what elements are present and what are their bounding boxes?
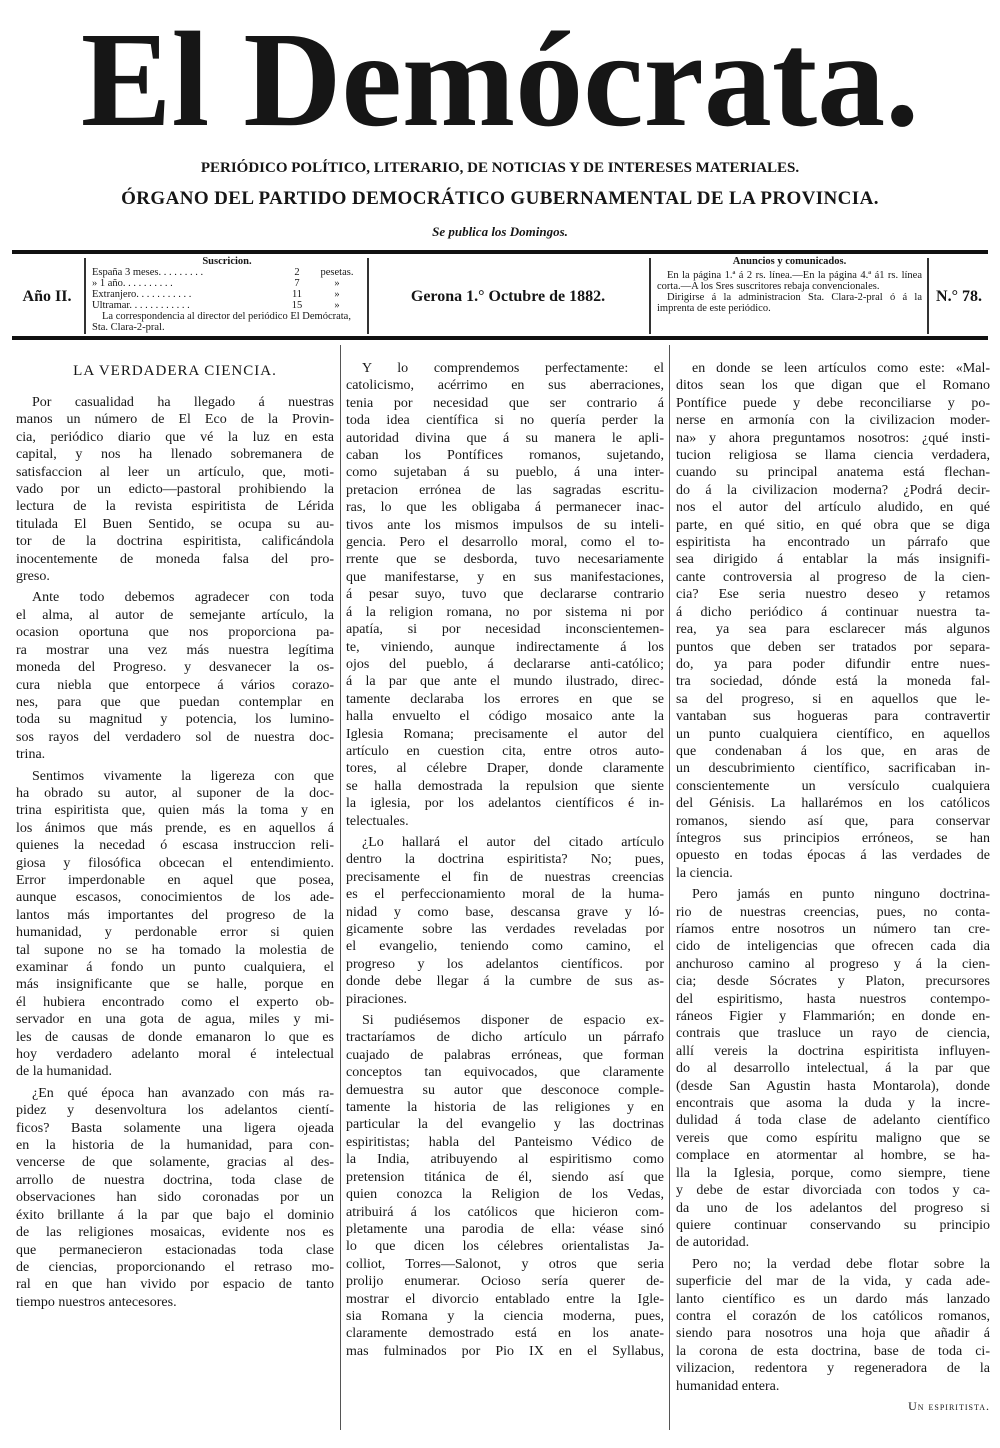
text-line: humanidad entera.	[676, 1378, 780, 1394]
paragraph	[346, 834, 664, 1008]
text-line: sos rayos del verdadero sol de nuestra doc-	[16, 729, 334, 745]
text-line: catolicismo, acérrimo en sus aberraciones,	[346, 378, 664, 394]
article-column-3	[676, 360, 990, 1414]
ads-title: Anuncios y comunicados.	[732, 256, 847, 267]
text-line: contra el corazón de los católicos romanos,	[676, 1308, 990, 1324]
subscription-title: Suscricion.	[202, 256, 252, 267]
subscription-unit: »	[334, 278, 340, 289]
paragraph	[16, 394, 334, 585]
dateline: Gerona 1.° Octubre de 1882.	[410, 288, 606, 305]
text-line: mas fulminados por Pio IX en el Syllabus,	[346, 1343, 664, 1359]
text-line: precisamente el fin de nuestras creencias	[346, 869, 664, 885]
subscription-period: Ultramar. . . . . . . . . . . .	[92, 300, 190, 311]
text-line: pidez y desenvoltura los adelantos cientí-	[16, 1103, 334, 1119]
text-line: da uno de los adelantos del progreso si	[676, 1200, 990, 1216]
text-line: de la humanidad.	[16, 1064, 113, 1080]
divider	[649, 258, 651, 334]
text-line: Por casualidad ha llegado á nuestras	[32, 395, 334, 410]
text-line: cia; desde Sócrates y Platon, precursores	[676, 974, 990, 990]
text-line: inocentemente de moneda falsa del pro-	[16, 551, 334, 567]
text-line: tamente la historia de las religiones y en	[346, 1100, 664, 1116]
text-line: el evangelio, teniendo como camino, el	[346, 939, 664, 955]
text-line: ráneos Figier y Flammarión; en donde en-	[676, 1009, 990, 1025]
subscription-price: 7	[294, 278, 300, 289]
text-line: rio de nuestras creencias, pues, no conta-	[676, 904, 990, 920]
text-line: ¿Lo hallará el autor del citado artículo	[362, 834, 664, 850]
text-line: conceptos tan equivocados, que claramente	[346, 1065, 664, 1081]
subscription-unit: pesetas.	[320, 267, 354, 278]
paragraph	[16, 589, 334, 763]
text-line: se halla demostrada la repulsion que siente	[346, 778, 664, 794]
text-line: á dicho periódico á continuar nuestra ta-	[676, 604, 990, 620]
article-column-2	[346, 360, 664, 1364]
text-line: ojos del pueblo, á declararse anti-católico;	[346, 656, 664, 672]
text-line: á pesar suyo, tuvo que declararse contrario	[346, 587, 664, 603]
text-line: á la par que ante el mundo ilustrado, direc-	[346, 674, 664, 690]
text-line: éxito brillante á la par que bajo el dominio	[16, 1207, 334, 1223]
info-bar	[12, 256, 988, 336]
text-line: más insignificante que se halle, porque en	[16, 977, 334, 993]
text-line: ditos sean los que digan que el Romano	[676, 378, 990, 394]
text-line: na» y ahora preguntamos nosotros: ¿qué insti-	[676, 430, 990, 446]
text-line: tiempo nuestros antecesores.	[16, 1294, 177, 1310]
subscription-price: 2	[294, 267, 300, 278]
text-line: Pontífice puede y debe reconciliarse y po-	[676, 395, 990, 411]
text-line: cuajado de palabras erróneas, que forman	[346, 1047, 664, 1063]
text-line: opuesto en todas épocas á las verdades de	[676, 848, 990, 864]
text-line: satisfaccion al leer un artículo, que, moti-	[16, 464, 334, 480]
text-line: vencerse de que solamente, gracias al des-	[16, 1155, 334, 1171]
text-line: telectuales.	[346, 813, 409, 829]
text-line: cido de inteligencias que ofrecen cada dia	[676, 939, 990, 955]
text-line: cia, periódico diario que vé la luz en esta	[16, 429, 334, 445]
subscription-period: » 1 año. . . . . . . . . .	[92, 278, 173, 289]
subscription-row	[92, 278, 362, 289]
text-line: lo que dicen los célebres orientalistas Ja-	[346, 1239, 664, 1255]
text-line: Sentimos vivamente la ligereza con que	[32, 768, 334, 784]
text-line: cura niebla que entorpece á vários corazo-	[16, 677, 334, 693]
text-line: Iglesia Romana; precisamente el autor del	[346, 726, 664, 742]
text-line: en la historia de la humanidad, para con-	[16, 1138, 334, 1154]
text-line: donde debe llegar á la cumbre de sus as-	[346, 974, 664, 990]
text-line: complace en atormentar al hombre, se ha-	[676, 1148, 990, 1164]
text-line: romanos, siendo así que, para conservar	[676, 813, 990, 829]
subscription-price: 11	[291, 289, 303, 300]
ads-rates: En la página 1.ª á 2 rs. línea.—En la página 4.ª á1 rs. línea corta.—A los Sres suscritores rebaja convencionales.	[657, 270, 922, 292]
ads-box	[657, 256, 922, 336]
text-line: do al desarrollo intelectual, á la par que	[676, 1061, 990, 1077]
text-line: contrais que trasluce un rayo de ciencia,	[676, 1026, 990, 1042]
masthead	[0, 0, 1000, 160]
text-line: rrente que se desborda, tuvo necesariamente	[346, 552, 664, 568]
text-line: tor de la doctrina espiritista, calificándola	[16, 534, 334, 550]
text-line: allí vereis la doctrina espiritista influyen-	[676, 1043, 990, 1059]
text-line: atribuirá á los católicos que hicieron com-	[346, 1204, 664, 1220]
text-line: que manifestarse, y en sus manifestaciones,	[346, 569, 664, 585]
text-line: nidad y como base, descansa grave y ló-	[346, 904, 664, 920]
text-line: quiere continuar conservando su principio	[676, 1217, 990, 1233]
text-line: encontrais que asoma la duda y la incre-	[676, 1096, 990, 1112]
text-line: do, ya para poder difundir entre nues-	[676, 656, 990, 672]
text-line: (desde San Agustin hasta Montarola), donde	[676, 1078, 990, 1094]
text-line: ha obrado su autor, al suponer de la doc-	[16, 785, 334, 801]
text-line: nes, para que que puedan contemplar en	[16, 694, 334, 710]
subscription-box	[92, 256, 362, 336]
text-line: tamente declaraba los errores en que se	[346, 691, 664, 707]
text-line: dulidad á toda clase de adelanto científico	[676, 1113, 990, 1129]
paragraph	[346, 360, 664, 830]
text-line: humanidad, y perdonable error si quien	[16, 925, 334, 941]
text-line: es el perfeccionamiento moral de la huma-	[346, 887, 664, 903]
text-line: lla la Iglesia, porque, como siempre, tiene	[676, 1165, 990, 1181]
text-line: les de causas de donde emanaron lo que es	[16, 1029, 334, 1045]
paragraph	[16, 1085, 334, 1311]
subscription-period: España 3 meses. . . . . . . . .	[92, 267, 204, 278]
text-line: trina.	[16, 747, 46, 763]
text-line: Si pudiésemos disponer de espacio ex-	[362, 1013, 664, 1029]
text-line: siendo para nosotros una hoja que añadir á	[676, 1326, 990, 1342]
text-line: demuestra su autor que desconoce comple-	[346, 1082, 664, 1098]
publication-schedule: Se publica los Domingos.	[432, 224, 568, 239]
text-line: trina espiritista que, quien más la toma y en	[16, 803, 334, 819]
text-line: Error imperdonable en aquel que posea,	[16, 872, 334, 888]
text-line: tores, al célebre Draper, donde claramente	[346, 761, 664, 777]
text-line: tucion religiosa se llama ciencia verdadera,	[676, 448, 990, 464]
text-line: Pero no; la verdad debe flotar sobre la	[692, 1256, 990, 1272]
text-line: halla envuelto el código mosaico ante la	[346, 709, 664, 725]
text-line: prolijo enumerar. Ocioso sería querer de-	[346, 1274, 664, 1290]
text-line: arrollo de nuestra doctrina, toda clase de	[16, 1172, 334, 1188]
text-line: íntegros sus principios erróneos, se han	[676, 830, 990, 846]
text-line: sia Romana y la ciencia moderna, pues,	[346, 1308, 664, 1324]
party-organ-line: ÓRGANO DEL PARTIDO DEMOCRÁTICO GUBERNAMENTAL DE LA PROVINCIA.	[121, 188, 879, 209]
text-line: claramente demostrado está en los anate-	[346, 1326, 664, 1342]
subscription-unit: »	[334, 300, 340, 311]
text-line: Y lo comprendemos perfectamente: el	[362, 361, 664, 376]
article-signature: Un espiritista.	[908, 1398, 990, 1413]
text-line: mostrar el divorcio entablado entre la Igle-	[346, 1291, 664, 1307]
text-line: moneda del Progreso. y desvanecer la os-	[16, 660, 334, 676]
text-line: en donde se leen artículos como este: «Mal-	[692, 361, 990, 376]
subscription-row	[92, 300, 362, 311]
paragraph	[676, 886, 990, 1252]
text-line: gicamente sobre las verdades reveladas por	[346, 922, 664, 937]
text-line: lectura de la revista espiritista de Lérida	[16, 499, 334, 515]
text-line: espiritista ha encontrado un párrafo que	[676, 535, 990, 551]
text-line: examinar á fondo un punto cualquiera, el	[16, 960, 334, 975]
text-line: tenia por necesidad que ser contrario á	[346, 395, 664, 411]
text-line: él hubiera encontrado como el experto ob-	[16, 994, 334, 1010]
text-line: de las religiones mosaicas, evidente nos es	[16, 1225, 334, 1241]
text-line: gencia. Pero el desarrollo moral, como el to-	[346, 535, 664, 551]
subscription-row	[92, 289, 362, 300]
text-line: vado por un edicto—pastoral prohibiendo la	[16, 482, 334, 498]
text-line: vilizacion, redentora y regeneradora de la	[676, 1361, 990, 1377]
text-line: del espiritismo, hasta nuestros contempo-	[676, 991, 990, 1007]
text-line: como sujetaban á su pueblo, á una inter-	[346, 465, 664, 481]
text-line: capital, y nos ha llenado sobremanera de	[16, 447, 334, 463]
text-line: autoridad divina que á su manera le apli-	[346, 430, 664, 446]
text-line: lanto científico es un dardo más lanzado	[676, 1291, 990, 1307]
column-divider	[669, 345, 670, 1430]
text-line: sa del progreso, si en aquellos que le-	[676, 691, 990, 707]
divider	[84, 258, 86, 334]
newspaper-title: El Demócrata.	[80, 5, 920, 155]
column-divider	[340, 345, 341, 1430]
text-line: te, viniendo, aunque indirectamente á los	[346, 639, 664, 655]
divider	[367, 258, 369, 334]
text-line: ficos? Basta solamente una ligera ojeada	[16, 1120, 334, 1136]
text-line: lantos más importantes del progreso de la	[16, 907, 334, 923]
article-column-1	[16, 345, 334, 1315]
subscription-unit: »	[334, 289, 340, 300]
text-line: apatía, si por necesidad inconscientemen-	[346, 622, 664, 638]
text-line: toda su magnitud y potencia, los lumino-	[16, 712, 334, 728]
correspondence-note: La correspondencia al director del periódico El Demócrata, Sta. Clara-2-pral.	[92, 311, 351, 333]
text-line: cante controversia al progreso de la cien-	[676, 569, 990, 585]
text-line: colliot, Torres—Salonot, y otros que seria	[346, 1256, 664, 1272]
text-line: puntos que deben ser tratados por separa-	[676, 639, 990, 655]
text-line: ¿En qué época han avanzado con más ra-	[32, 1085, 334, 1101]
text-line: greso.	[16, 569, 50, 585]
text-line: Pero jamás en punto ninguno doctrina-	[692, 887, 990, 903]
text-line: tra sociedad, dónde está la moneda fal-	[676, 674, 990, 690]
paragraph	[676, 1256, 990, 1395]
text-line: conscientemente un versículo cualquiera	[676, 778, 990, 794]
text-line: cuando su principal anatema está flechan-	[676, 465, 990, 481]
text-line: la corona de esta doctrina, base de toda ci-	[676, 1343, 990, 1359]
text-line: tractaríamos de dicho artículo un párrafo	[346, 1030, 664, 1046]
text-line: vereis que como espíritu maligno que se	[676, 1130, 990, 1146]
text-line: sea dirigido á entablar la más insignifi-	[676, 552, 990, 568]
text-line: de ciencias, proporcionando el retraso mo-	[16, 1259, 334, 1275]
text-line: de autoridad.	[676, 1235, 750, 1251]
text-line: quien conozca la Religion de los Vedas,	[346, 1187, 664, 1203]
text-line: tal supone no se ha tomado la molestia de	[16, 942, 334, 958]
text-line: la iglesia, por los adelantos científicos é in-	[346, 796, 664, 812]
text-line: toda idea científica si no quería perder la	[346, 413, 664, 429]
text-line: quienes la necedad ó escasa instruccion reli-	[16, 838, 334, 854]
text-line: servador en una gota de agua, miles y mi-	[16, 1012, 334, 1028]
text-line: do á la civilizacion moderna? ¿Podrá decir-	[676, 482, 990, 498]
text-line: giosa y filosófica obcecan el entendimiento.	[16, 855, 334, 871]
text-line: espiritistas; habla del Panteismo Védico de	[346, 1134, 664, 1150]
year-label: Año II.	[22, 288, 72, 305]
text-line: piraciones.	[346, 991, 408, 1007]
issue-number: N.° 78.	[936, 288, 982, 305]
text-line: ral en que han vivido por espacio de tanto	[16, 1277, 334, 1293]
text-line: un punto cualquiera científico, en aquellos	[676, 726, 990, 742]
text-line: cia? Ese seria nuestro deseo y retamos	[676, 587, 990, 603]
text-line: pletamente una parodia de ella: véase sinó	[346, 1221, 664, 1237]
text-line: que permanecieron estacionadas toda clase	[16, 1242, 334, 1258]
text-line: hoy verdadero adelanto moral é intelectual	[16, 1047, 334, 1063]
text-line: ríamos entre nosotros un número tan cre-	[676, 922, 990, 937]
newspaper-subtitle: PERIÓDICO POLÍTICO, LITERARIO, DE NOTICIAS Y DE INTERESES MATERIALES.	[200, 160, 800, 176]
divider	[927, 258, 929, 334]
text-line: un descubrimiento científico, sacrificaban in-	[676, 761, 990, 777]
text-line: dentro la doctrina espiritista? No; pues,	[346, 852, 664, 868]
text-line: anchuroso camino al progreso y á la cien-	[676, 956, 990, 972]
text-line: ra mostrar una vez más nuestra legítima	[16, 642, 334, 658]
text-line: artículo en cuestion cita, entre otros auto-	[346, 743, 664, 759]
text-line: los ánimos que más prende, es en aquellos á	[16, 820, 334, 836]
text-line: y debe de estar divorciada con todos y ca-	[676, 1183, 990, 1199]
text-line: á la religion romana, no por sistema ni por	[346, 604, 664, 620]
text-line: nerse en armonía con la civilizacion moder-	[676, 413, 990, 429]
text-line: ras, lo que les obligaba á permanecer inac-	[346, 500, 664, 516]
text-line: la India, atribuyendo al espiritismo como	[346, 1152, 664, 1168]
text-line: el alma, al autor de semejante artículo, la	[16, 607, 334, 623]
text-line: del Génisis. La hallarémos en los católicos	[676, 796, 990, 812]
text-line: caban los Pontífices romanos, sujetando,	[346, 448, 664, 464]
text-line: nos el autor del artículo aludido, en qué	[676, 500, 990, 516]
text-line: ocasion oportuna que nos proporciona pa-	[16, 625, 334, 641]
text-line: pretension titánica de él, siendo así que	[346, 1169, 664, 1185]
text-line: la ciencia.	[676, 865, 733, 881]
text-line: particular la del evangelio y las doctrinas	[346, 1117, 664, 1133]
text-line: rea, ya sea para esclarecer más algunos	[676, 622, 990, 638]
text-line: pretacion errónea de las sagradas escritu-	[346, 482, 664, 498]
text-line: vantaban sus hogueras para contravertir	[676, 709, 990, 725]
bottom-rule	[12, 336, 988, 340]
text-line: tivos ante los mismos impulsos de su inteli-	[346, 517, 664, 533]
ads-address: Dirigirse á la administracion Sta. Clara-2-pral ó á la imprenta de este periódico.	[657, 292, 922, 314]
subscription-period: Extranjero. . . . . . . . . . .	[92, 289, 192, 300]
subscription-row	[92, 267, 362, 278]
top-rule	[12, 250, 988, 254]
text-line: titulada El Buen Sentido, se ocupa su au-	[16, 516, 334, 532]
text-line: aunque escasos, conocimientos de los ade-	[16, 890, 334, 906]
paragraph	[16, 768, 334, 1081]
article-title: LA VERDADERA CIENCIA.	[73, 363, 277, 379]
text-line: superficie del mar de la vida, y cada ade-	[676, 1274, 990, 1290]
text-line: parte, en qué sitio, en qué obra que se diga	[676, 517, 990, 533]
text-line: observaciones han sido coronadas por un	[16, 1190, 334, 1206]
subscription-price: 15	[291, 300, 303, 311]
text-line: Ante todo debemos agradecer con toda	[32, 590, 334, 606]
paragraph	[676, 360, 990, 882]
text-line: que condenaban á los que, en aras de	[676, 743, 990, 759]
text-line: manos un número de El Eco de la Provin-	[16, 412, 334, 428]
text-line: progreso y los adelantos científicos. por	[346, 956, 664, 972]
paragraph	[346, 1012, 664, 1360]
